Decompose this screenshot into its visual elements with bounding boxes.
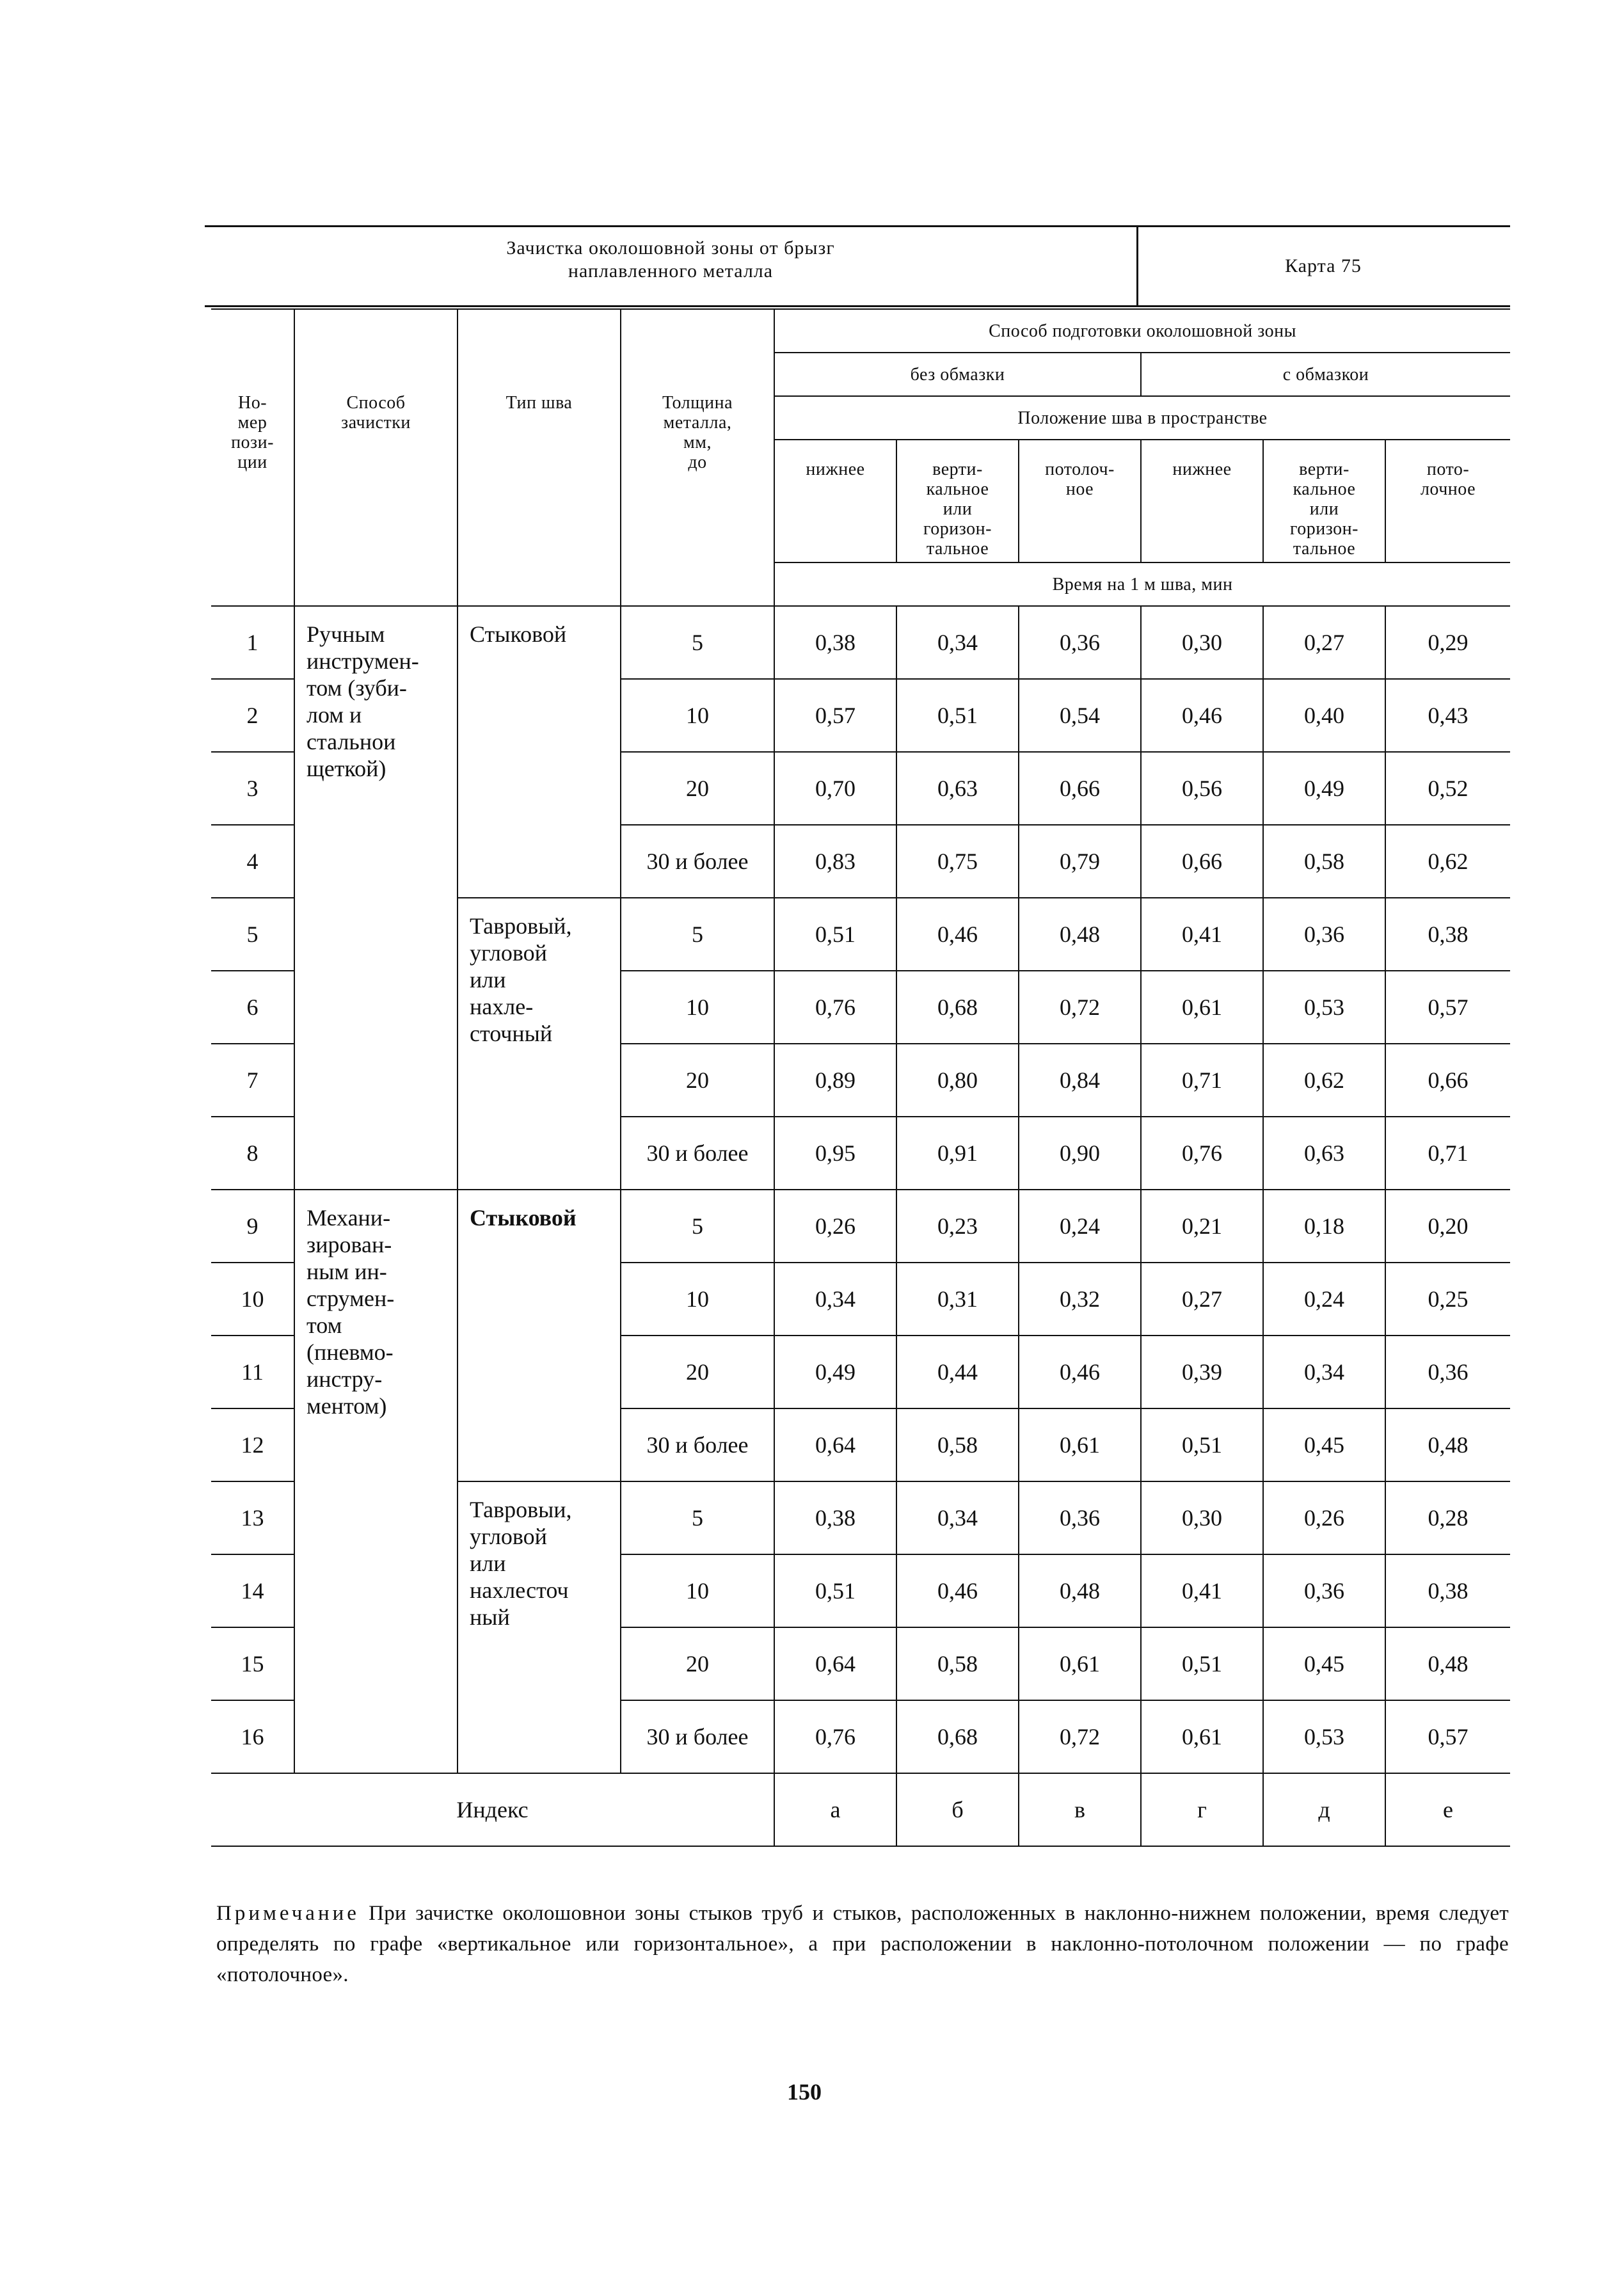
thickness-cell: 10	[621, 679, 774, 752]
time-value-cell: 0,72	[1019, 1700, 1141, 1773]
time-value-cell: 0,51	[896, 679, 1019, 752]
time-value-cell: 0,76	[1141, 1117, 1263, 1190]
time-value-cell: 0,75	[896, 825, 1019, 898]
time-value-cell: 0,61	[1019, 1627, 1141, 1700]
time-value-cell: 0,36	[1263, 1554, 1385, 1627]
time-value-cell: 0,38	[774, 1481, 896, 1554]
index-letter: е	[1385, 1773, 1510, 1846]
time-value-cell: 0,46	[896, 898, 1019, 971]
header-text: или	[943, 499, 973, 519]
time-value-cell: 0,51	[774, 1554, 896, 1627]
time-value-cell: 0,46	[896, 1554, 1019, 1627]
seam-position-subheader	[1263, 440, 1385, 562]
row-number: 1	[211, 606, 294, 679]
table-row	[211, 1190, 1510, 1263]
time-value-cell: 0,89	[774, 1044, 896, 1117]
group-text: струмен-	[306, 1286, 395, 1311]
time-value-cell: 0,61	[1141, 971, 1263, 1044]
header-text: мм,	[683, 433, 712, 452]
time-value-cell: 0,36	[1019, 1481, 1141, 1554]
time-value-cell: 0,68	[896, 971, 1019, 1044]
time-value-cell: 0,80	[896, 1044, 1019, 1117]
time-value-cell: 0,51	[774, 898, 896, 971]
group-text: Тавровыи,	[470, 1497, 572, 1522]
header-text: ное	[1065, 479, 1094, 499]
page-number: 150	[787, 2079, 822, 2105]
time-value-cell: 0,20	[1385, 1190, 1510, 1263]
thickness-cell: 10	[621, 1554, 774, 1627]
time-value-cell: 0,48	[1385, 1408, 1510, 1481]
row-number: 6	[211, 971, 294, 1044]
seam-position-subheader	[896, 440, 1019, 562]
time-value-cell: 0,58	[896, 1408, 1019, 1481]
time-value-cell: 0,48	[1019, 1554, 1141, 1627]
time-value-cell: 0,61	[1019, 1408, 1141, 1481]
thickness-cell: 5	[621, 1190, 774, 1263]
with-coating-header: с обмазкои	[1141, 353, 1510, 396]
time-value-cell: 0,24	[1263, 1263, 1385, 1336]
seam-position-header: Положение шва в пространстве	[774, 396, 1510, 440]
time-value-cell: 0,62	[1385, 825, 1510, 898]
time-value-cell: 0,41	[1141, 1554, 1263, 1627]
seam-type-cell: Стыковой	[458, 606, 621, 898]
group-text: угловой	[470, 1524, 547, 1549]
table-row	[211, 606, 1510, 679]
thickness-cell: 5	[621, 1481, 774, 1554]
time-value-cell: 0,34	[896, 606, 1019, 679]
time-value-cell: 0,28	[1385, 1481, 1510, 1554]
time-value-cell: 0,84	[1019, 1044, 1141, 1117]
group-text: том	[306, 1312, 342, 1338]
row-number: 2	[211, 679, 294, 752]
time-value-cell: 0,36	[1019, 606, 1141, 679]
thickness-cell: 5	[621, 898, 774, 971]
time-value-cell: 0,48	[1385, 1627, 1510, 1700]
time-value-cell: 0,49	[774, 1336, 896, 1408]
time-value-cell: 0,34	[1263, 1336, 1385, 1408]
thickness-cell: 20	[621, 1044, 774, 1117]
time-value-cell: 0,45	[1263, 1408, 1385, 1481]
group-text: Тавровый,	[470, 913, 572, 939]
time-value-cell: 0,34	[896, 1481, 1019, 1554]
header-text: кальное	[926, 479, 989, 499]
row-number: 9	[211, 1190, 294, 1263]
row-number: 15	[211, 1627, 294, 1700]
header-text: ции	[237, 452, 267, 472]
header-text: мер	[237, 413, 267, 433]
time-value-cell: 0,43	[1385, 679, 1510, 752]
index-letter: д	[1263, 1773, 1385, 1846]
time-value-cell: 0,62	[1263, 1044, 1385, 1117]
time-value-cell: 0,66	[1141, 825, 1263, 898]
thickness-cell: 5	[621, 606, 774, 679]
header-text: пози-	[231, 433, 274, 452]
group-text: нахле-	[470, 994, 534, 1019]
header-text: тальное	[926, 539, 989, 559]
group-text: лом и	[306, 702, 362, 728]
index-letter: в	[1019, 1773, 1141, 1846]
group-text: угловой	[470, 940, 547, 966]
group-text: ным ин-	[306, 1259, 387, 1284]
group-text: инструмен-	[306, 648, 419, 674]
time-value-cell: 0,83	[774, 825, 896, 898]
time-value-cell: 0,66	[1019, 752, 1141, 825]
row-number: 4	[211, 825, 294, 898]
row-number: 16	[211, 1700, 294, 1773]
group-text: или	[470, 1551, 506, 1576]
time-value-cell: 0,38	[774, 606, 896, 679]
row-number: 13	[211, 1481, 294, 1554]
time-value-cell: 0,26	[774, 1190, 896, 1263]
row-number: 5	[211, 898, 294, 971]
time-value-cell: 0,57	[1385, 971, 1510, 1044]
thickness-cell: 10	[621, 971, 774, 1044]
seam-type-column-header: Тип шва	[458, 309, 621, 606]
header-text: нижнее	[806, 459, 865, 479]
time-value-cell: 0,29	[1385, 606, 1510, 679]
time-value-cell: 0,57	[774, 679, 896, 752]
time-value-cell: 0,71	[1141, 1044, 1263, 1117]
time-value-cell: 0,52	[1385, 752, 1510, 825]
row-number: 10	[211, 1263, 294, 1336]
header-text: нижнее	[1172, 459, 1232, 479]
time-value-cell: 0,49	[1263, 752, 1385, 825]
time-value-cell: 0,32	[1019, 1263, 1141, 1336]
header-text: Способ	[346, 393, 406, 413]
index-letter: а	[774, 1773, 896, 1846]
seam-position-subheader	[1141, 440, 1263, 562]
time-value-cell: 0,46	[1019, 1336, 1141, 1408]
time-value-cell: 0,18	[1263, 1190, 1385, 1263]
seam-position-subheader	[1019, 440, 1141, 562]
time-value-cell: 0,76	[774, 1700, 896, 1773]
group-text: инстру-	[306, 1366, 383, 1392]
time-value-cell: 0,61	[1141, 1700, 1263, 1773]
time-value-cell: 0,39	[1141, 1336, 1263, 1408]
time-value-cell: 0,24	[1019, 1190, 1141, 1263]
time-value-cell: 0,38	[1385, 1554, 1510, 1627]
header-text: потолоч-	[1045, 459, 1115, 479]
time-value-cell: 0,71	[1385, 1117, 1510, 1190]
time-value-cell: 0,51	[1141, 1627, 1263, 1700]
group-text: Механи-	[306, 1205, 391, 1231]
time-value-cell: 0,45	[1263, 1627, 1385, 1700]
time-value-cell: 0,70	[774, 752, 896, 825]
seam-position-subheader	[774, 440, 896, 562]
method-cell	[294, 606, 458, 1190]
group-text: сточный	[470, 1021, 553, 1046]
thickness-cell: 30 и более	[621, 1700, 774, 1773]
group-text: ный	[470, 1604, 510, 1630]
header-text: тальное	[1293, 539, 1356, 559]
norms-table	[211, 308, 1510, 1847]
seam-type-cell: Стыковой	[458, 1190, 621, 1481]
time-value-cell: 0,58	[1263, 825, 1385, 898]
time-value-cell: 0,63	[896, 752, 1019, 825]
row-number: 8	[211, 1117, 294, 1190]
time-value-cell: 0,51	[1141, 1408, 1263, 1481]
time-value-cell: 0,46	[1141, 679, 1263, 752]
time-value-cell: 0,57	[1385, 1700, 1510, 1773]
thickness-cell: 30 и более	[621, 1117, 774, 1190]
group-text: зирован-	[306, 1232, 392, 1257]
time-value-cell: 0,54	[1019, 679, 1141, 752]
thickness-cell: 20	[621, 1336, 774, 1408]
header-text: пото-	[1426, 459, 1470, 479]
time-value-cell: 0,64	[774, 1408, 896, 1481]
preparation-header: Способ подготовки околошовной зоны	[774, 309, 1510, 353]
header-text: верти-	[932, 459, 983, 479]
row-number: 14	[211, 1554, 294, 1627]
group-text: ментом)	[306, 1393, 387, 1419]
thickness-cell: 30 и более	[621, 825, 774, 898]
group-text: стальнои	[306, 729, 396, 754]
card-number: Карта 75	[1285, 255, 1362, 276]
group-text: или	[470, 967, 506, 993]
time-value-cell: 0,44	[896, 1336, 1019, 1408]
header-text: горизон-	[923, 519, 992, 539]
card-header	[205, 225, 1510, 307]
seam-type-cell	[458, 1481, 621, 1773]
card-title-line: наплавленного металла	[568, 260, 774, 282]
time-value-cell: 0,36	[1263, 898, 1385, 971]
header-text: металла,	[663, 413, 732, 433]
group-text: (пневмо-	[306, 1339, 394, 1365]
time-unit-header: Время на 1 м шва, мин	[774, 562, 1510, 606]
time-value-cell: 0,63	[1263, 1117, 1385, 1190]
header-text: Но-	[237, 393, 267, 413]
footnote	[216, 1898, 1509, 1990]
time-value-cell: 0,34	[774, 1263, 896, 1336]
time-value-cell: 0,56	[1141, 752, 1263, 825]
row-number: 3	[211, 752, 294, 825]
position-column-header	[211, 309, 294, 606]
time-value-cell: 0,64	[774, 1627, 896, 1700]
time-value-cell: 0,68	[896, 1700, 1019, 1773]
index-letter: г	[1141, 1773, 1263, 1846]
group-text: том (зуби-	[306, 675, 407, 701]
seam-position-subheader	[1385, 440, 1510, 562]
method-cell	[294, 1190, 458, 1773]
index-label: Индекс	[211, 1773, 774, 1846]
header-text: лочное	[1420, 479, 1476, 499]
time-value-cell: 0,58	[896, 1627, 1019, 1700]
time-value-cell: 0,95	[774, 1117, 896, 1190]
time-value-cell: 0,25	[1385, 1263, 1510, 1336]
header-text: кальное	[1293, 479, 1356, 499]
group-text: Ручным	[306, 621, 385, 647]
row-number: 11	[211, 1336, 294, 1408]
seam-type-cell	[458, 898, 621, 1190]
method-column-header	[294, 309, 458, 606]
time-value-cell: 0,30	[1141, 1481, 1263, 1554]
no-coating-header: без обмазки	[774, 353, 1141, 396]
time-value-cell: 0,48	[1019, 898, 1141, 971]
time-value-cell: 0,27	[1141, 1263, 1263, 1336]
thickness-column-header	[621, 309, 774, 606]
time-value-cell: 0,27	[1263, 606, 1385, 679]
time-value-cell: 0,21	[1141, 1190, 1263, 1263]
thickness-cell: 30 и более	[621, 1408, 774, 1481]
footnote-text: При зачистке околошовнои зоны стыков труб и стыков, расположенных в наклонно-нижнем положении, время следует определять по графе «вертикальное или горизонтальное», а при расположении в наклонно-потолочном положении — по графе «потолочное».	[216, 1902, 1509, 1986]
thickness-cell: 20	[621, 752, 774, 825]
time-value-cell: 0,40	[1263, 679, 1385, 752]
time-value-cell: 0,79	[1019, 825, 1141, 898]
card-title	[205, 237, 1136, 283]
header-text: горизон-	[1290, 519, 1358, 539]
time-value-cell: 0,26	[1263, 1481, 1385, 1554]
time-value-cell: 0,38	[1385, 898, 1510, 971]
time-value-cell: 0,66	[1385, 1044, 1510, 1117]
time-value-cell: 0,91	[896, 1117, 1019, 1190]
time-value-cell: 0,90	[1019, 1117, 1141, 1190]
thickness-cell: 10	[621, 1263, 774, 1336]
footnote-label: Примечание	[216, 1902, 360, 1925]
index-letter: б	[896, 1773, 1019, 1846]
row-number: 7	[211, 1044, 294, 1117]
header-text: до	[688, 452, 707, 472]
time-value-cell: 0,41	[1141, 898, 1263, 971]
time-value-cell: 0,36	[1385, 1336, 1510, 1408]
card-title-line: Зачистка околошовной зоны от брызг	[506, 237, 835, 259]
header-text: или	[1309, 499, 1339, 519]
group-text: щеткой)	[306, 756, 386, 781]
time-value-cell: 0,76	[774, 971, 896, 1044]
header-text: верти-	[1299, 459, 1349, 479]
header-bottom-rule	[205, 305, 1510, 307]
header-text: Толщина	[662, 393, 733, 413]
time-value-cell: 0,23	[896, 1190, 1019, 1263]
time-value-cell: 0,53	[1263, 971, 1385, 1044]
time-value-cell: 0,30	[1141, 606, 1263, 679]
time-value-cell: 0,53	[1263, 1700, 1385, 1773]
row-number: 12	[211, 1408, 294, 1481]
thickness-cell: 20	[621, 1627, 774, 1700]
time-value-cell: 0,72	[1019, 971, 1141, 1044]
header-text: зачистки	[341, 413, 411, 433]
time-value-cell: 0,31	[896, 1263, 1019, 1336]
group-text: нахлесточ	[470, 1577, 569, 1603]
